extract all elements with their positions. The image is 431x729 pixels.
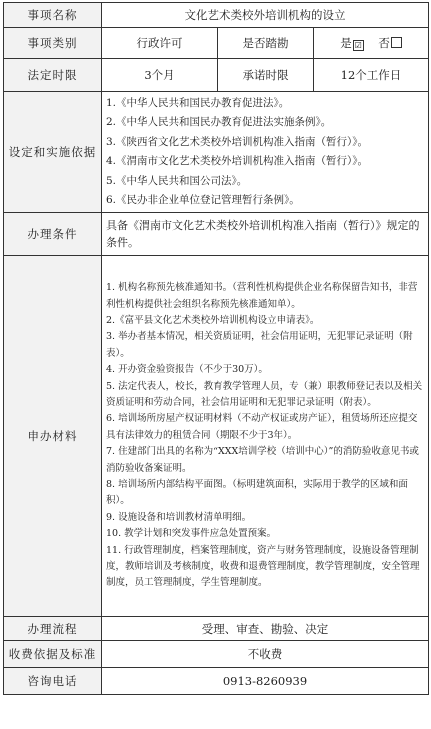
row-item-name <box>4 3 429 28</box>
material-item: 5. 法定代表人，校长，教育教学管理人员，专（兼）职教师登记表以及相关资质证明和劳动合同，社会信用证明和无犯罪记录证明（附表）。 <box>106 380 423 408</box>
time-limit-label: 法定时限 <box>4 59 102 92</box>
conditions-value: 具备《渭南市文化艺术类校外培训机构准入指南（暂行）》规定的条件。 <box>102 213 429 256</box>
material-item: 2.《富平县文化艺术类校外培训机构设立申请表》。 <box>106 314 320 326</box>
row-fees <box>4 641 429 668</box>
material-item: 10. 教学计划和突发事件应急处置预案。 <box>106 528 277 540</box>
basis-item: 1.《中华人民共和国民办教育促进法》。 <box>106 96 290 109</box>
promise-label: 承诺时限 <box>218 59 314 92</box>
row-process <box>4 617 429 641</box>
material-item: 11. 行政管理制度，档案管理制度，资产与财务管理制度，设施设备管理制度，教师培训及考核制度，收费和退费管理制度，教学管理制度，安全管理制度，员工管理制度，学生管理制度。 <box>106 544 420 589</box>
time-limit-value: 3个月 <box>102 59 218 92</box>
basis-list <box>102 92 429 213</box>
materials-list <box>102 256 429 617</box>
yes-label: 是 <box>340 36 352 50</box>
conditions-label: 办理条件 <box>4 213 102 256</box>
row-conditions <box>4 213 429 256</box>
material-item: 7. 住建部门出具的名称为“XXX培训学校（培训中心）”的消防验收意见书或消防验收备案证明。 <box>106 446 419 474</box>
row-item-type <box>4 28 429 59</box>
basis-item: 5.《中华人民共和国公司法》。 <box>106 174 248 187</box>
no-label: 否 <box>378 36 390 50</box>
survey-label: 是否踏勘 <box>218 28 314 59</box>
process-label: 办理流程 <box>4 617 102 641</box>
fees-label: 收费依据及标准 <box>4 641 102 668</box>
row-materials <box>4 256 429 617</box>
material-item: 3. 举办者基本情况，相关资质证明，社会信用证明，无犯罪记录证明（附表）。 <box>106 331 413 359</box>
basis-item: 6.《民办非企业单位登记管理暂行条例》。 <box>106 194 300 206</box>
phone-label: 咨询电话 <box>4 668 102 695</box>
materials-label: 申办材料 <box>4 256 102 617</box>
item-type-label: 事项类别 <box>4 28 102 59</box>
basis-label: 设定和实施依据 <box>4 92 102 213</box>
survey-options <box>314 28 429 59</box>
item-type-value: 行政许可 <box>102 28 218 59</box>
material-item: 4. 开办资金验资报告（不少于30万）。 <box>106 364 268 376</box>
row-basis <box>4 92 429 213</box>
basis-item: 2.《中华人民共和国民办教育促进法实施条例》。 <box>106 116 332 128</box>
row-time-limit <box>4 59 429 92</box>
fees-value: 不收费 <box>102 641 429 668</box>
item-name-value: 文化艺术类校外培训机构的设立 <box>102 3 429 28</box>
phone-value: 0913-8260939 <box>102 668 429 695</box>
material-item: 8. 培训场所内部结构平面图。（标明建筑面积，实际用于教学的区域和面积）。 <box>106 479 408 507</box>
process-value: 受理、审查、勘验、决定 <box>102 617 429 641</box>
basis-item: 3.《陕西省文化艺术类校外培训机构准入指南（暂行）》。 <box>106 135 369 148</box>
info-table <box>3 2 429 695</box>
empty-box-icon <box>391 37 402 48</box>
basis-item: 4.《渭南市文化艺术类校外培训机构准入指南（暂行）》。 <box>106 155 369 167</box>
row-phone <box>4 668 429 695</box>
material-item: 6. 培训场所房屋产权证明材料（不动产权证或房产证），租赁场所还应提交具有法律效力的租赁合同（期限不少于3年）。 <box>106 413 418 441</box>
item-name-label: 事项名称 <box>4 3 102 28</box>
promise-value: 12个工作日 <box>314 59 429 92</box>
checked-box-icon: ☑ <box>354 41 362 50</box>
material-item: 9. 设施设备和培训教材清单明细。 <box>106 511 252 523</box>
material-item: 1. 机构名称预先核准通知书。（营利性机构提供企业名称保留告知书，非营利性机构提供社会组织名称预先核准通知单）。 <box>106 282 418 310</box>
